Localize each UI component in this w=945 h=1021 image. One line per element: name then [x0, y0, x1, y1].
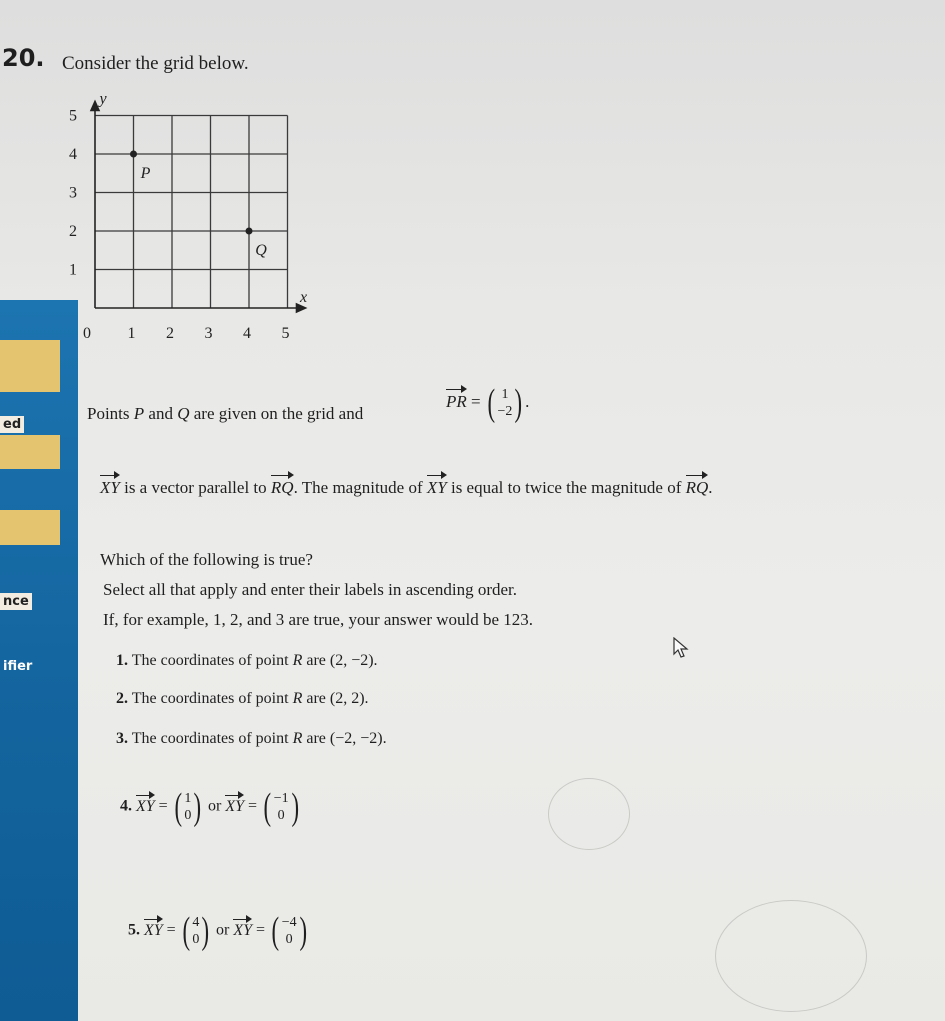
- x-axis-label: x: [299, 289, 308, 306]
- y-tick-label: 2: [69, 223, 77, 240]
- column-vector: ( −4 0 ): [271, 910, 307, 952]
- vector-component: 0: [277, 808, 285, 823]
- vector-xy: XY: [100, 474, 120, 498]
- x-tick-label: 0: [83, 325, 91, 342]
- given-text: Points: [87, 404, 130, 423]
- equals-sign: =: [248, 797, 258, 815]
- option-text: are: [306, 652, 326, 669]
- equals-sign: =: [158, 797, 168, 815]
- vector-pr: PR: [446, 388, 467, 412]
- vector-xy: XY: [427, 474, 447, 498]
- vector-component: −1: [273, 790, 289, 806]
- point-q-label: Q: [255, 242, 267, 259]
- vector-xy: XY: [144, 918, 163, 940]
- column-vector: ( 1 0 ): [174, 786, 202, 828]
- option-value: (2, −2).: [329, 652, 378, 669]
- vector-component: 0: [285, 932, 293, 947]
- point-r-label: R: [292, 690, 303, 707]
- y-tick-label: 1: [69, 261, 77, 279]
- sidebar-label: nce: [0, 593, 32, 610]
- instruction-select: Select all that apply and enter their labels in ascending order.: [103, 580, 517, 599]
- given-text: and: [148, 404, 173, 423]
- y-tick-label: 3: [69, 184, 77, 202]
- equals-sign: =: [471, 391, 481, 411]
- option-number: 5.: [128, 921, 140, 939]
- option-3: [116, 730, 387, 748]
- x-tick-label: 4: [243, 325, 251, 342]
- pr-vector-equation: [446, 384, 529, 422]
- vector-xy: XY: [136, 794, 155, 816]
- y-axis-label: y: [99, 95, 107, 108]
- question-prompt: Consider the grid below.: [62, 53, 249, 74]
- option-number: 1.: [116, 652, 128, 669]
- or-text: or: [216, 921, 230, 939]
- vector-component: 4: [192, 914, 200, 930]
- column-vector: ( 4 0 ): [182, 910, 210, 952]
- sentence-text: . The magnitude of: [293, 478, 423, 497]
- vector-component: −2: [497, 404, 513, 419]
- point-p-label: P: [140, 165, 151, 182]
- point-q-marker: [246, 228, 253, 235]
- vector-component: 0: [192, 932, 200, 947]
- y-tick-label: 5: [69, 107, 77, 125]
- sidebar-tab: [0, 435, 60, 469]
- option-text: The coordinates of point: [131, 652, 289, 669]
- sentence-text: is a vector parallel to: [124, 478, 267, 497]
- column-vector: ( −1 0 ): [263, 786, 299, 828]
- instruction-example: If, for example, 1, 2, and 3 are true, your answer would be 123.: [103, 610, 534, 629]
- x-tick-label: 5: [281, 325, 290, 342]
- period: .: [525, 391, 530, 411]
- option-value: (2, 2).: [329, 690, 369, 707]
- option-number: 4.: [120, 797, 132, 815]
- x-tick-label: 1: [127, 325, 136, 342]
- sentence-text: .: [708, 478, 713, 497]
- sidebar-tab: [0, 340, 60, 392]
- option-number: 3.: [116, 730, 128, 747]
- vector-component: 1: [184, 790, 192, 806]
- sentence-text: is equal to twice the magnitude of: [450, 478, 682, 497]
- coordinate-grid: [55, 95, 325, 355]
- point-p-label: P: [133, 404, 145, 423]
- y-tick-label: 4: [69, 146, 77, 163]
- option-text: The coordinates of point: [131, 690, 289, 707]
- xy-sentence: [100, 474, 713, 498]
- given-sentence: [87, 404, 363, 424]
- equals-sign: =: [166, 921, 176, 939]
- sidebar-label: ed: [0, 416, 24, 433]
- sidebar-label: ifier: [3, 659, 33, 674]
- vector-rq: RQ: [271, 474, 294, 498]
- question-number: 20.: [2, 44, 45, 72]
- given-text: are given on the grid and: [193, 404, 364, 423]
- y-axis-arrow-icon: [91, 102, 99, 111]
- paper-smudge: [715, 900, 867, 1012]
- question-ask: Which of the following is true?: [100, 550, 313, 569]
- point-r-label: R: [292, 730, 303, 747]
- vector-rq: RQ: [686, 474, 709, 498]
- option-text: are: [306, 690, 326, 707]
- option-5: [128, 912, 309, 950]
- or-text: or: [208, 797, 222, 815]
- sidebar-tab: [0, 510, 60, 545]
- vector-xy: XY: [233, 918, 252, 940]
- x-tick-label: 2: [166, 325, 174, 342]
- option-1: [116, 652, 378, 670]
- vector-component: −4: [281, 914, 297, 930]
- vector-xy: XY: [225, 794, 244, 816]
- point-p-marker: [130, 151, 137, 158]
- option-number: 2.: [116, 690, 128, 707]
- x-tick-label: 3: [204, 325, 213, 342]
- background-app-sidebar: [0, 300, 78, 1021]
- mouse-cursor-icon: [672, 637, 690, 659]
- option-text: The coordinates of point: [131, 730, 289, 747]
- option-4: [120, 788, 301, 826]
- column-vector: ( 1 −2 ): [487, 382, 523, 424]
- equals-sign: =: [256, 921, 266, 939]
- vector-component: 0: [184, 808, 192, 823]
- option-text: are: [306, 730, 326, 747]
- paper-smudge: [548, 778, 630, 850]
- option-value: (−2, −2).: [329, 730, 387, 747]
- option-2: [116, 690, 369, 708]
- point-r-label: R: [292, 652, 303, 669]
- vector-component: 1: [501, 386, 509, 402]
- point-q-label: Q: [177, 404, 190, 423]
